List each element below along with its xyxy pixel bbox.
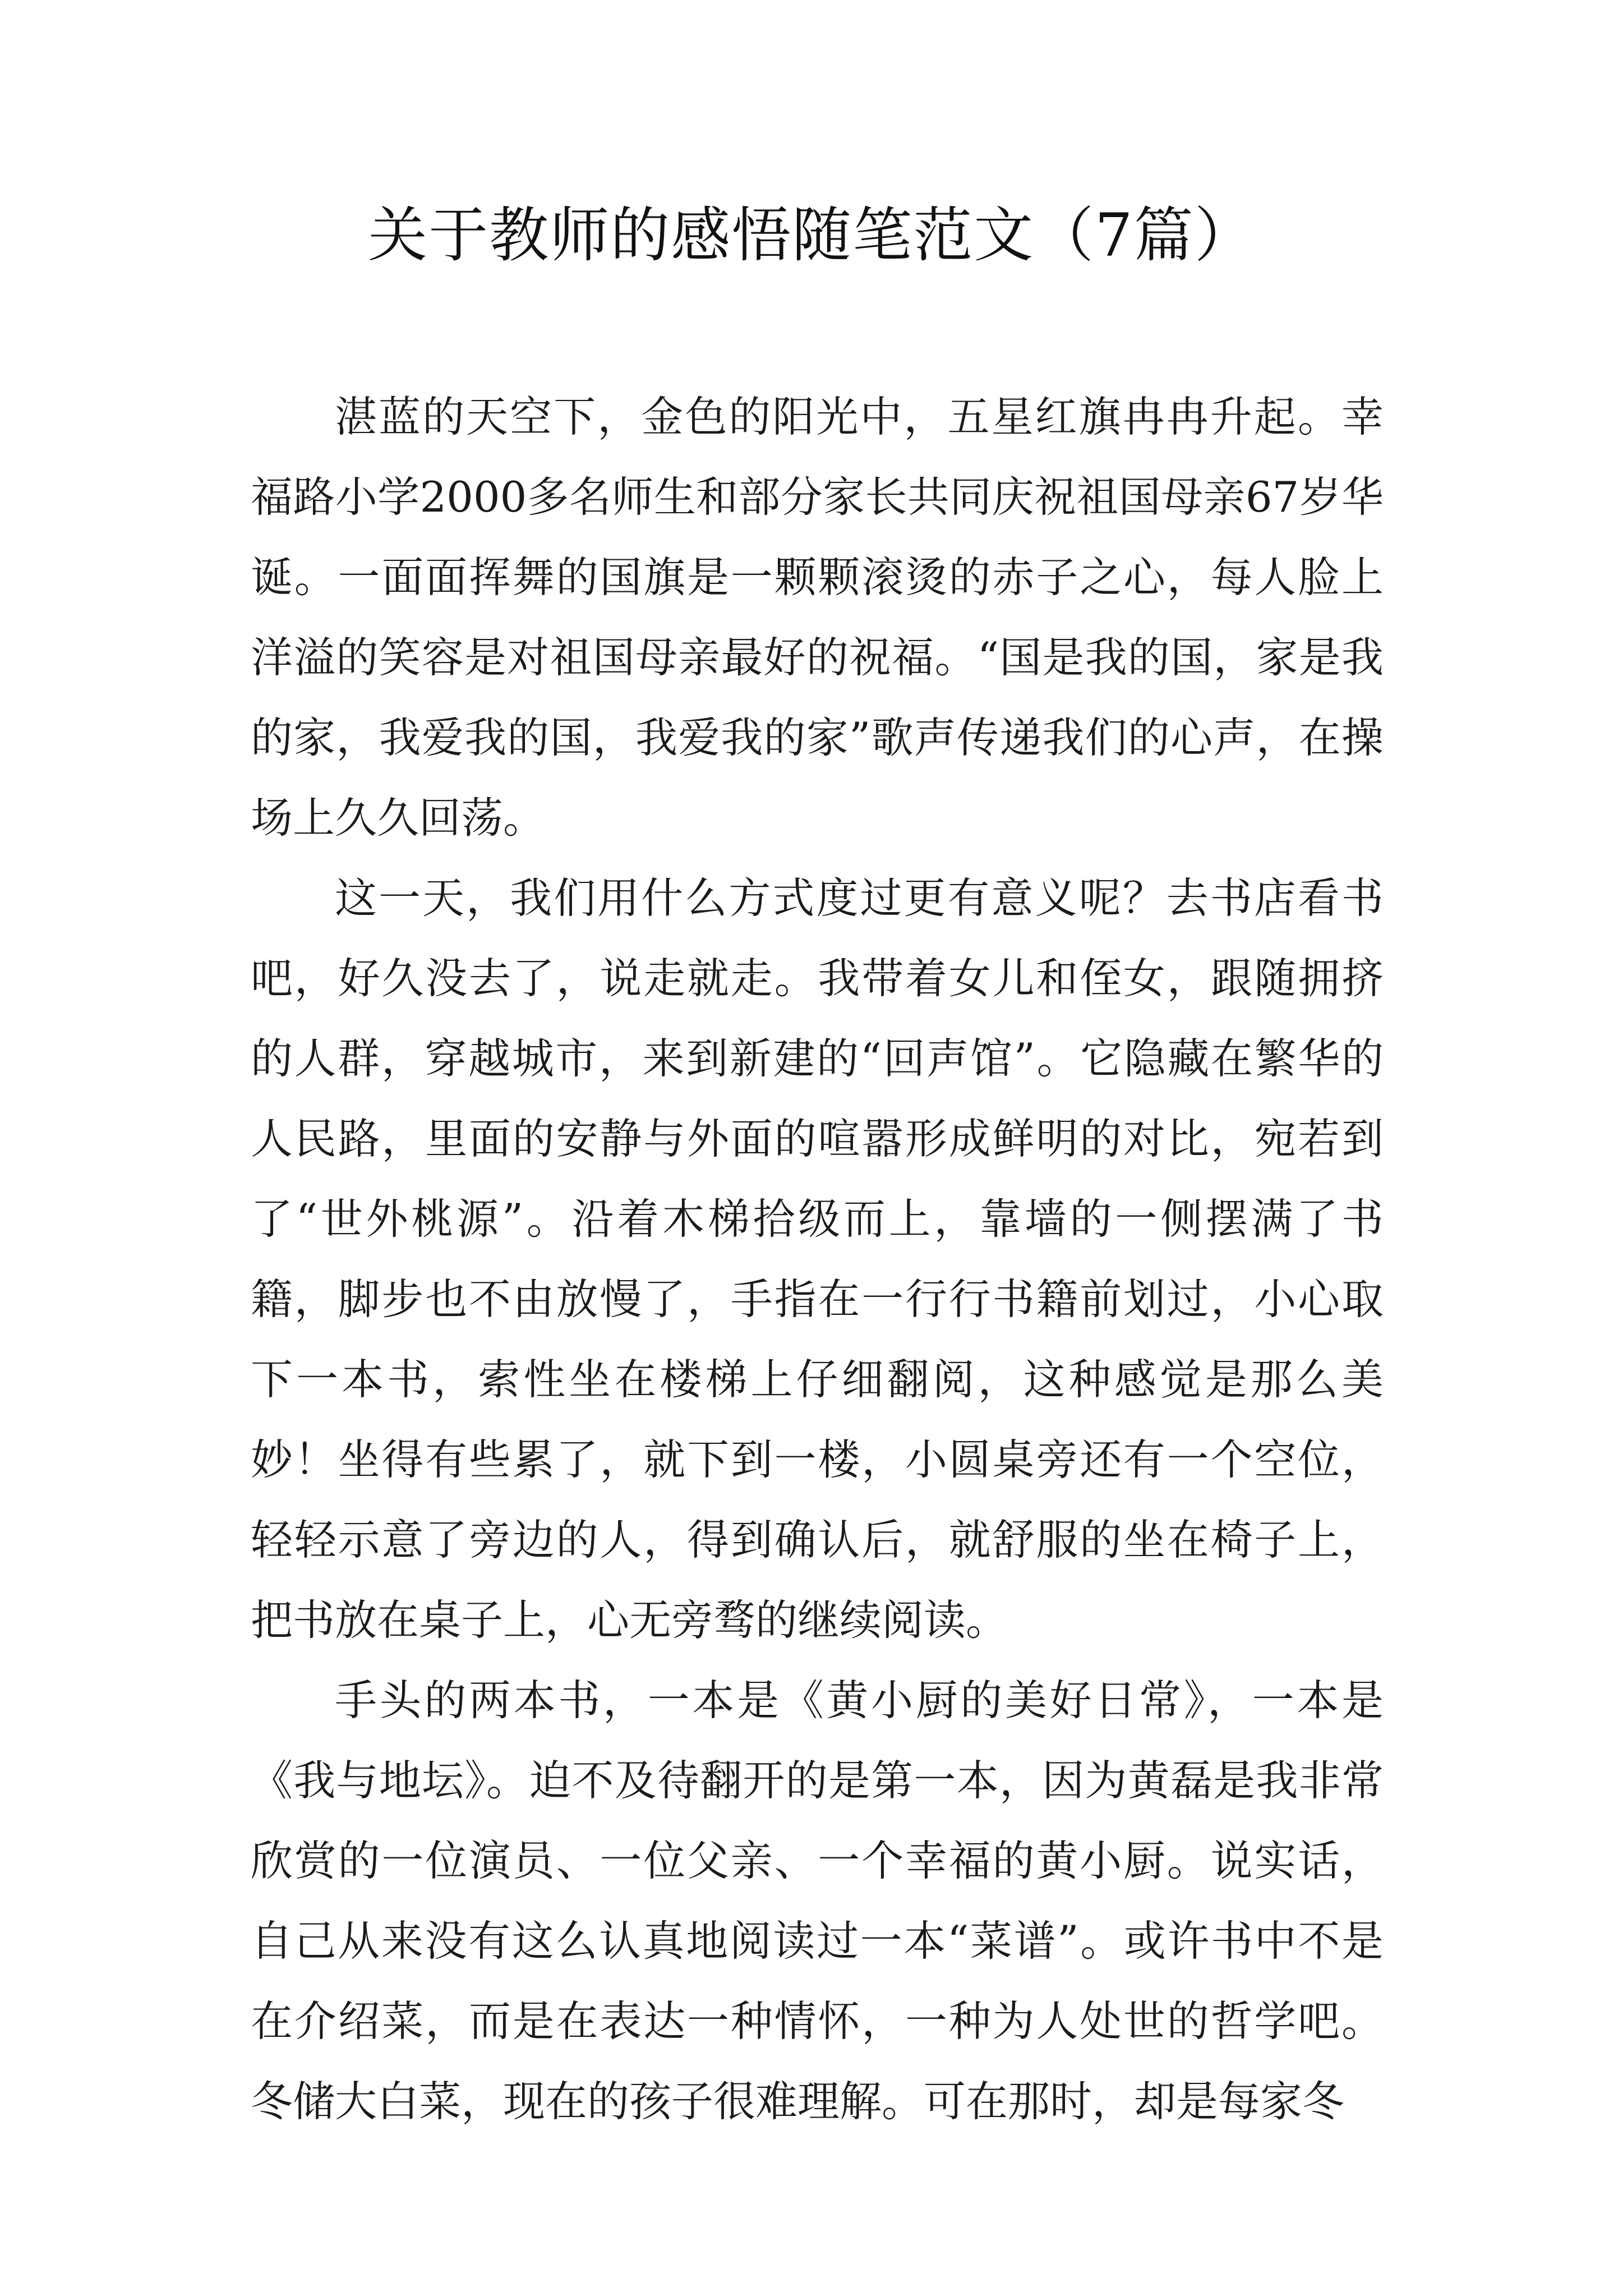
document-title: 关于教师的感悟随笔范文（7篇）: [368, 201, 1255, 270]
paragraph-2: 这一天，我们用什么方式度过更有意义呢？去书店看书吧，好久没去了，说走就走。我带着女儿和侄女，跟随拥挤的人群，穿越城市，来到新建的“回声馆”。它隐藏在繁华的人民路，里面的安静与外面的喧嚣形成鲜明的对比，宛若到了“世外桃源”。沿着木梯拾级而上，靠墙的一侧摆满了书籍，脚步也不由放慢了，手指在一行行书籍前划过，小心取下一本书，索性坐在楼梯上仔细翻阅，这种感觉是那么美妙！坐得有些累了，就下到一楼，小圆桌旁还有一个空位，轻轻示意了旁边的人，得到确认后，就舒服的坐在椅子上，把书放在桌子上，心无旁骛的继续阅读。: [251, 873, 1384, 1645]
paragraph-3: 手头的两本书，一本是《黄小厨的美好日常》，一本是《我与地坛》。迫不及待翻开的是第一本，因为黄磊是我非常欣赏的一位演员、一位父亲、一个幸福的黄小厨。说实话，自己从来没有这么认真地阅读过一本“菜谱”。或许书中不是在介绍菜，而是在表达一种情怀，一种为人处世的哲学吧。冬储大白菜，现在的孩子很难理解。可在那时，却是每家冬: [251, 1676, 1384, 2126]
paragraph-1: 湛蓝的天空下，金色的阳光中，五星红旗冉冉升起。幸福路小学2000多名师生和部分家长共同庆祝祖国母亲67岁华诞。一面面挥舞的国旗是一颗颗滚烫的赤子之心，每人脸上洋溢的笑容是对祖国母亲最好的祝福。“国是我的国，家是我的家，我爱我的国，我爱我的家”歌声传递我们的心声，在操场上久久回荡。: [251, 392, 1384, 843]
document-body: [251, 377, 1384, 2142]
